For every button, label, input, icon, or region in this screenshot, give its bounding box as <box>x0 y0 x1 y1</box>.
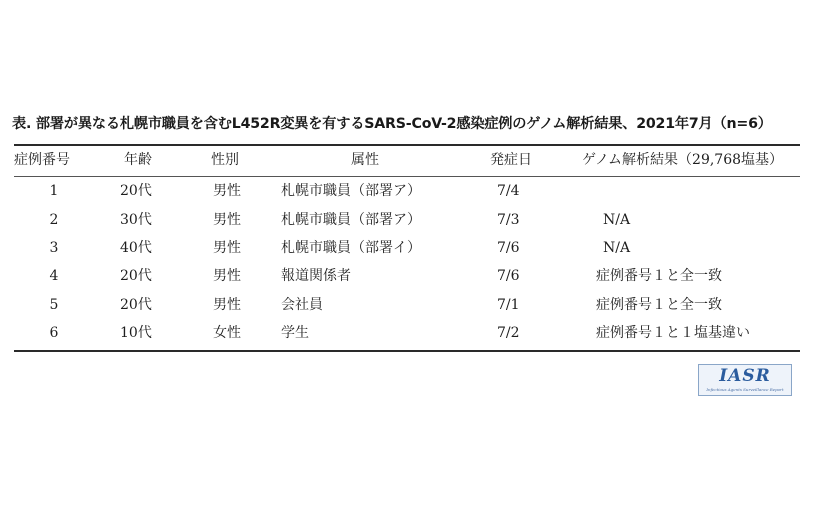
header-onset-date: 発症日 <box>490 152 532 168</box>
sex-cell: 男性 <box>213 297 241 313</box>
table-bottom-rule <box>14 350 800 352</box>
genome-result-cell: N/A <box>603 240 631 256</box>
attribute-cell: 札幌市職員（部署ア） <box>281 212 421 228</box>
onset-date-cell: 7/3 <box>497 212 520 228</box>
sex-cell: 男性 <box>213 268 241 284</box>
case-number-cell: 6 <box>49 325 59 341</box>
table-row <box>0 267 828 291</box>
attribute-cell: 報道関係者 <box>281 268 351 284</box>
table-top-rule <box>14 144 800 146</box>
sex-cell: 男性 <box>213 240 241 256</box>
header-sex: 性別 <box>211 152 239 168</box>
genome-result-cell: 症例番号１と１塩基違い <box>596 325 750 341</box>
onset-date-cell: 7/1 <box>497 297 520 313</box>
table-header-rule <box>14 176 800 177</box>
iasr-logo <box>698 364 792 396</box>
header-case-number: 症例番号 <box>14 152 70 168</box>
case-number-cell: 4 <box>49 268 59 284</box>
case-number-cell: 1 <box>49 183 59 199</box>
age-cell: 20代 <box>120 183 152 199</box>
age-cell: 30代 <box>120 212 152 228</box>
table-row <box>0 239 828 263</box>
table-row <box>0 324 828 348</box>
case-number-cell: 5 <box>49 297 59 313</box>
header-attribute: 属性 <box>351 152 379 168</box>
age-cell: 10代 <box>120 325 152 341</box>
age-cell: 40代 <box>120 240 152 256</box>
header-genome-result: ゲノム解析結果（29,768塩基） <box>582 152 784 168</box>
onset-date-cell: 7/2 <box>497 325 520 341</box>
genome-result-cell: 症例番号１と全一致 <box>596 268 722 284</box>
age-cell: 20代 <box>120 268 152 284</box>
iasr-logo-subtitle: Infectious Agents Surveillance Report <box>706 387 784 392</box>
attribute-cell: 学生 <box>281 325 309 341</box>
attribute-cell: 札幌市職員（部署イ） <box>281 240 421 256</box>
iasr-logo-mark: IASR <box>719 366 771 386</box>
table-row <box>0 296 828 320</box>
case-number-cell: 3 <box>49 240 59 256</box>
sex-cell: 女性 <box>213 325 241 341</box>
onset-date-cell: 7/6 <box>497 240 520 256</box>
case-number-cell: 2 <box>49 212 59 228</box>
table-caption: 表. 部署が異なる札幌市職員を含むL452R変異を有するSARS-CoV-2感染症例のゲノム解析結果、2021年7月（n=6） <box>12 116 772 132</box>
sex-cell: 男性 <box>213 212 241 228</box>
sex-cell: 男性 <box>213 183 241 199</box>
attribute-cell: 札幌市職員（部署ア） <box>281 183 421 199</box>
table-row <box>0 211 828 235</box>
genome-result-cell: 症例番号１と全一致 <box>596 297 722 313</box>
table-row <box>0 182 828 206</box>
age-cell: 20代 <box>120 297 152 313</box>
genome-result-cell: N/A <box>603 212 631 228</box>
attribute-cell: 会社員 <box>281 297 323 313</box>
onset-date-cell: 7/4 <box>497 183 520 199</box>
onset-date-cell: 7/6 <box>497 268 520 284</box>
header-age: 年齢 <box>124 152 152 168</box>
